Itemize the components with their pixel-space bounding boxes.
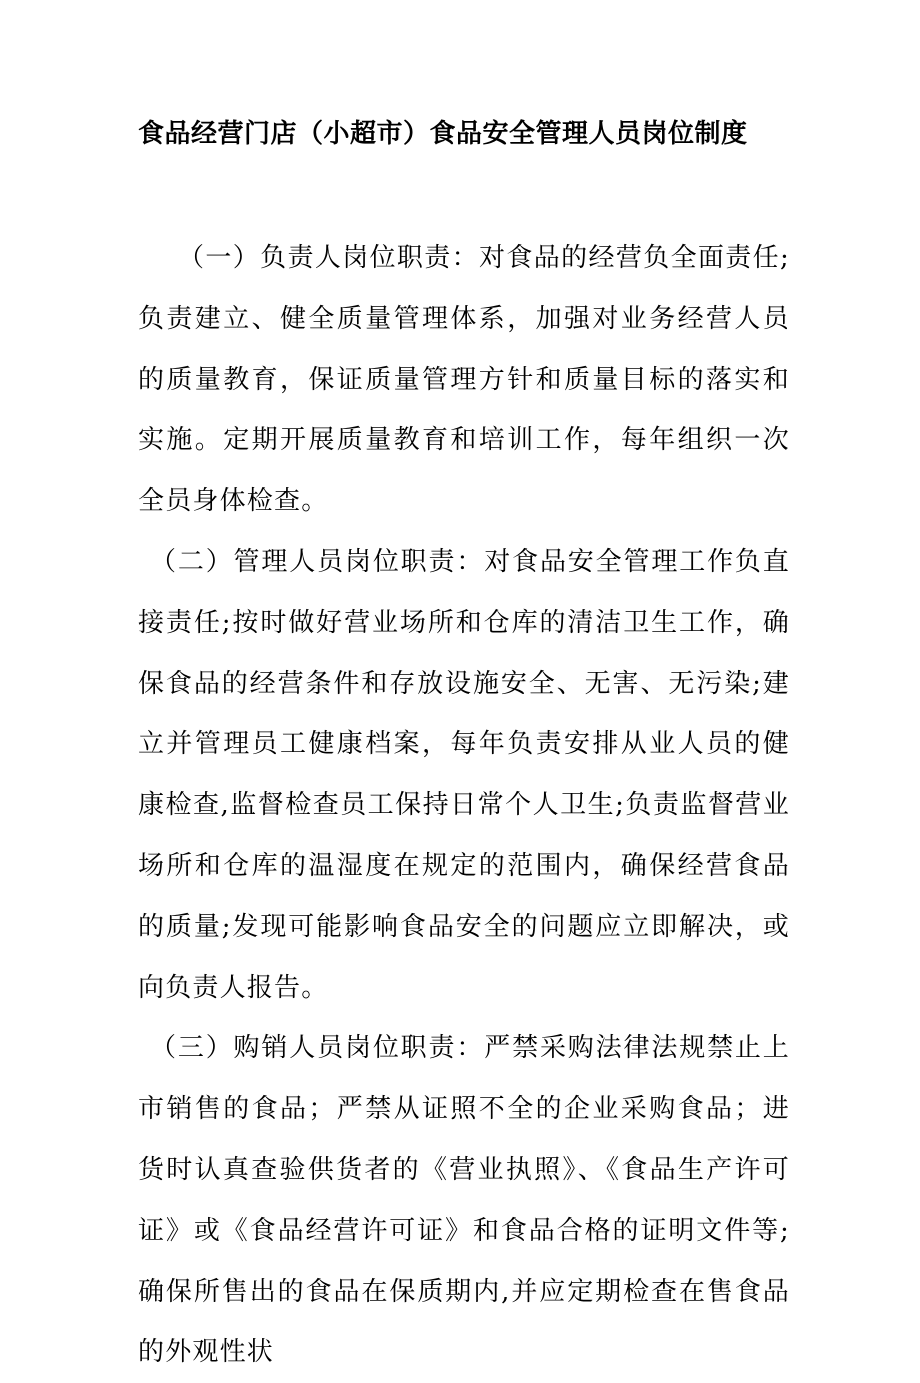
document-title: 食品经营门店（小超市）食品安全管理人员岗位制度: [138, 119, 748, 149]
paragraph-purchasing-sales-staff-duties: （三）购销人员岗位职责：严禁采购法律法规禁止上市销售的食品；严禁从证照不全的企业采购食品；进货时认真查验供货者的《营业执照》、《食品生产许可证》或《食品经营许可证》和食品合格的证明文件等;确保所售出的食品在保质期内,并应定期检查在售食品的外观性状: [138, 1033, 790, 1368]
paragraph-management-staff-duties: （二）管理人员岗位职责：对食品安全管理工作负直接责任;按时做好营业场所和仓库的清洁卫生工作，确保食品的经营条件和存放设施安全、无害、无污染;建立并管理员工健康档案，每年负责安排从业人员的健康检查,监督检查员工保持日常个人卫生;负责监督营业场所和仓库的温湿度在规定的范围内，确保经营食品的质量;发现可能影响食品安全的问题应立即解决，或向负责人报告。: [138, 546, 790, 1003]
document-body: [138, 228, 790, 1383]
paragraph-responsible-person-duties: （一）负责人岗位职责：对食品的经营负全面责任;负责建立、健全质量管理体系，加强对业务经营人员的质量教育，保证质量管理方针和质量目标的落实和实施。定期开展质量教育和培训工作，每年组织一次全员身体检查。: [138, 243, 790, 517]
